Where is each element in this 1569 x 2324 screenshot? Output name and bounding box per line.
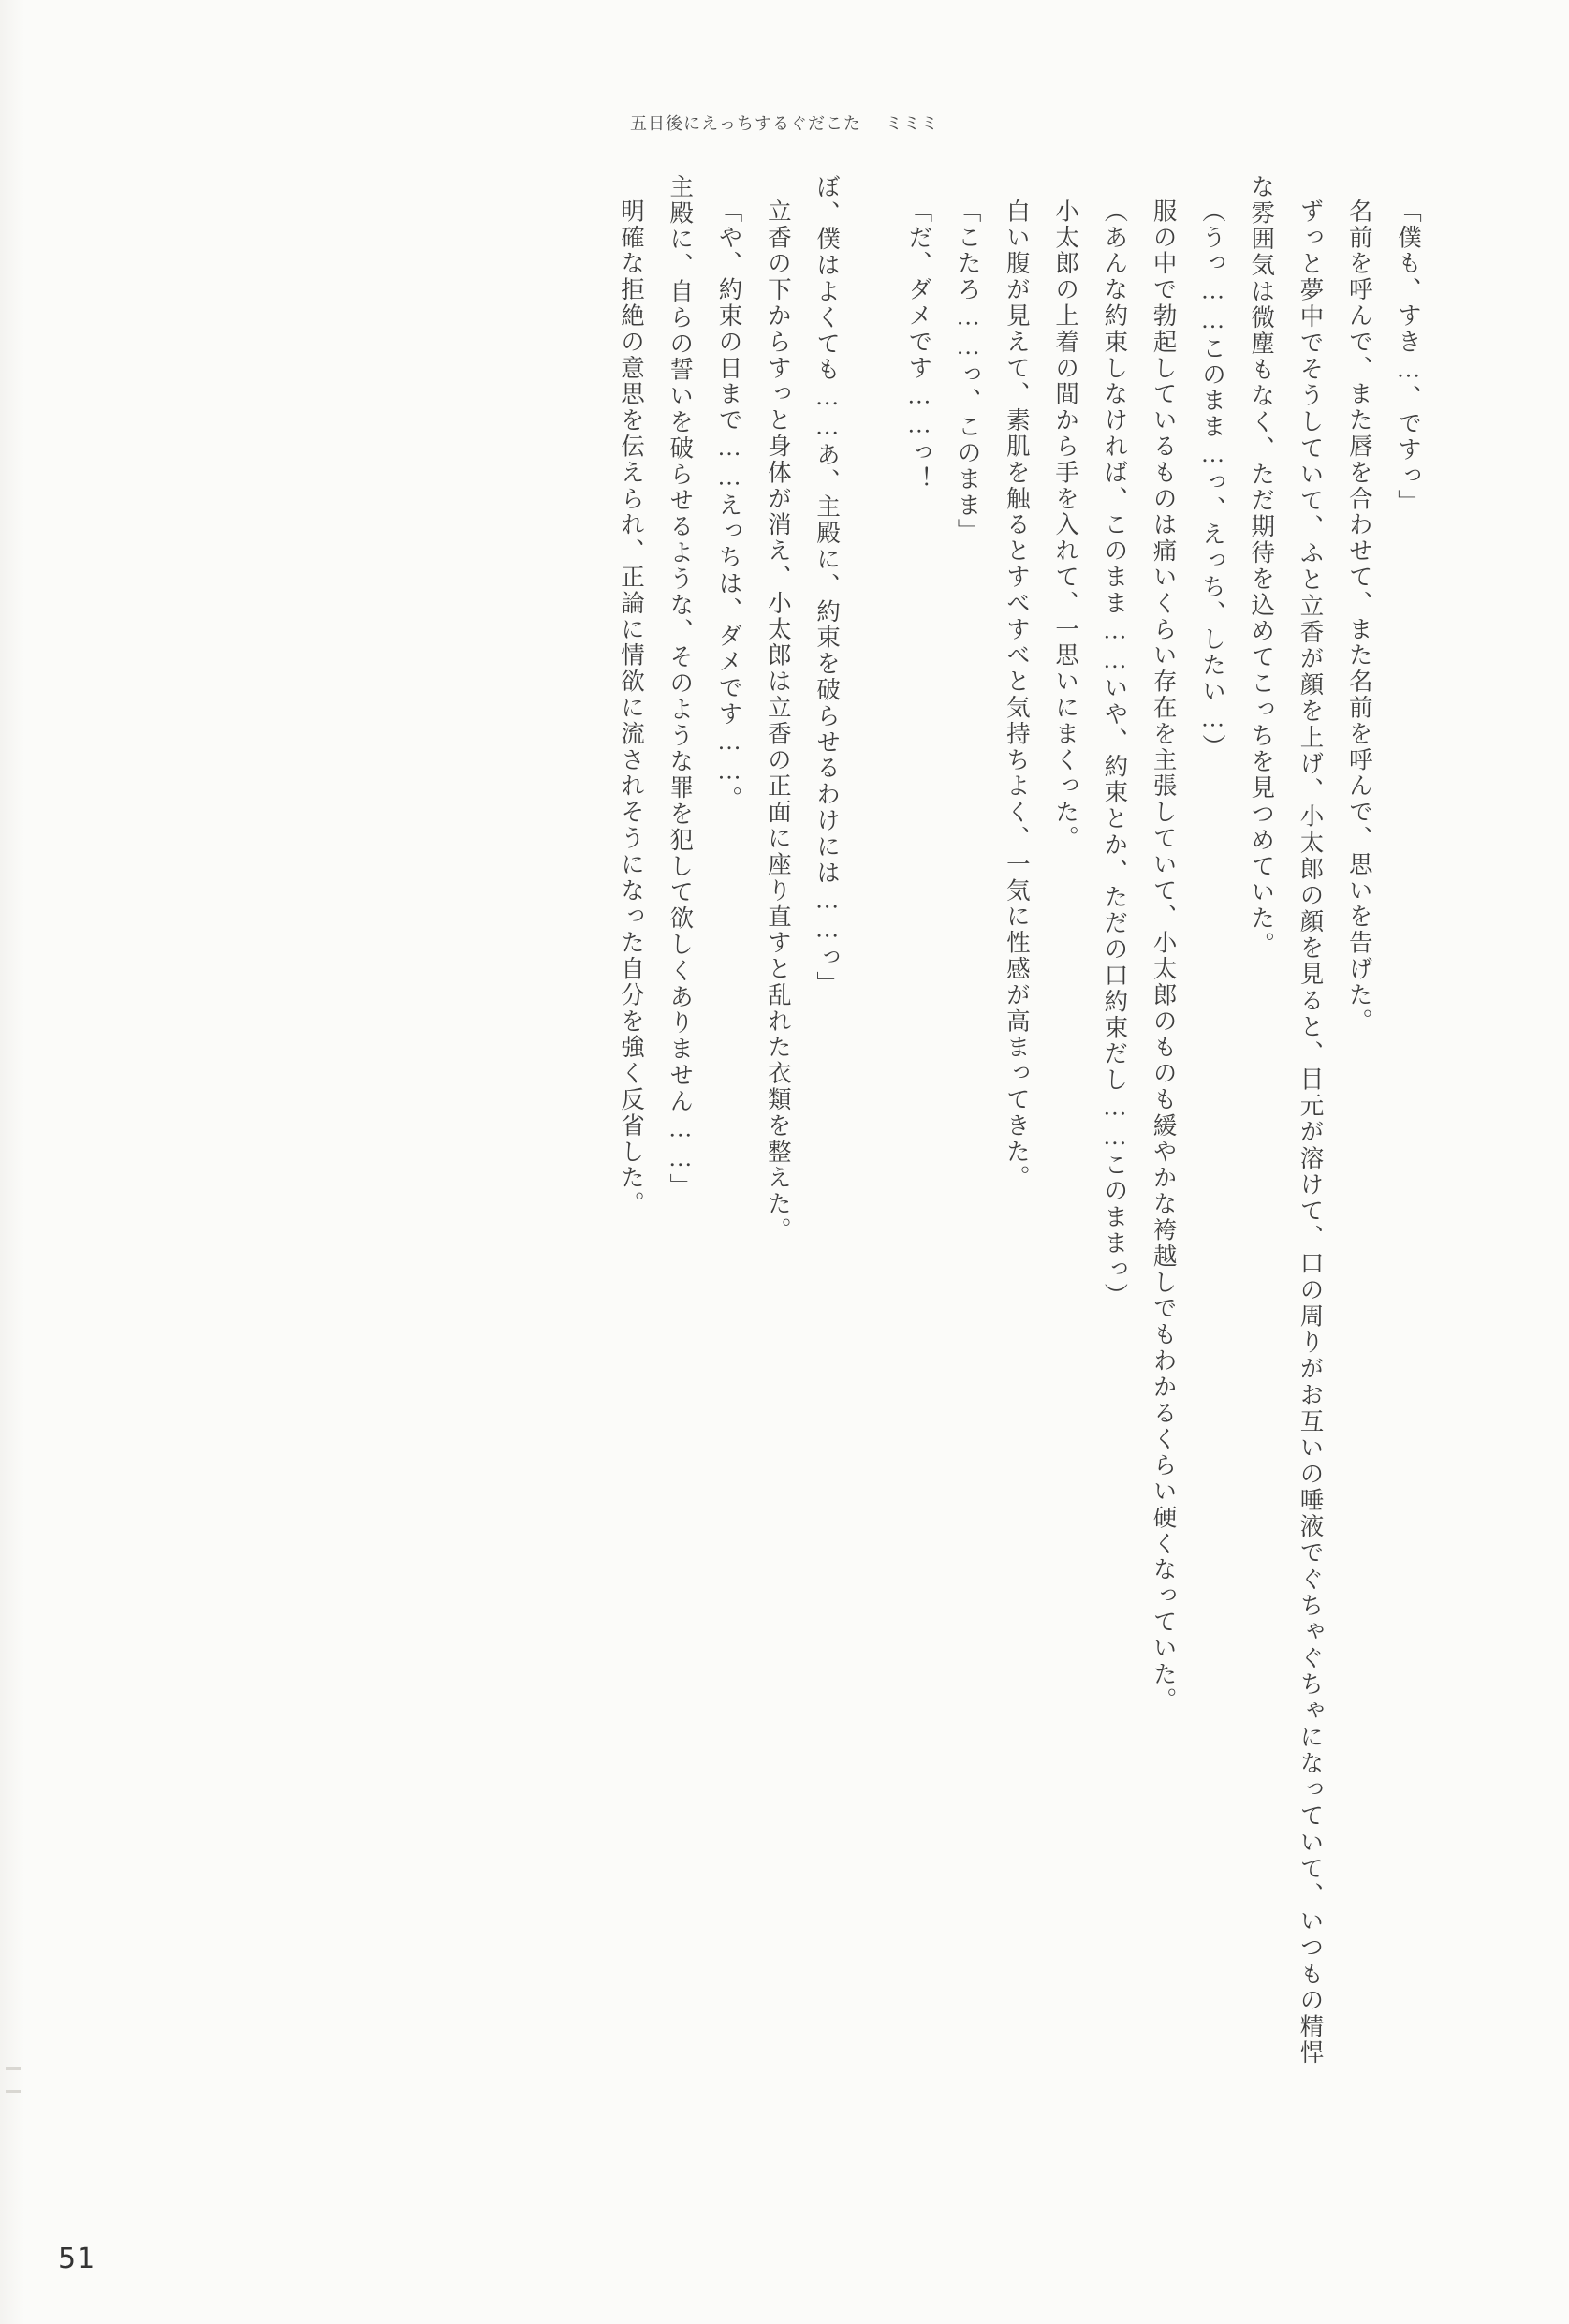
running-header-title: 五日後にえっちするぐだこた [630, 114, 861, 134]
scan-edge [0, 0, 24, 2324]
paragraph: （あんな約束しなければ、このまま……いや、約束とか、ただの口約束だし……このままっ） [1101, 198, 1129, 1309]
page-number: 51 [58, 2243, 96, 2275]
paragraph: 「僕も、すき…、ですっ」 [1395, 198, 1422, 515]
running-header [0, 110, 1569, 135]
paragraph: 「こたろ……っ、このまま」 [954, 198, 982, 545]
paragraph: 白い腹が見えて、素肌を触るとすべすべと気持ちよく、一気に性感が高まってきた。 [1003, 198, 1031, 1191]
paragraph: 「だ、ダメです……っ！ [905, 198, 933, 493]
paragraph: 名前を呼んで、また唇を合わせて、また名前を呼んで、思いを告げた。 [1345, 198, 1373, 1035]
paragraph: 小太郎の上着の間から手を入れて、一思いにまくった。 [1052, 198, 1080, 851]
scan-artifact [6, 2090, 21, 2093]
body-text [159, 174, 1432, 2066]
running-header-author: ミミミ [886, 114, 939, 134]
paragraph: （うっ……このまま…っ、えっち、したい…） [1198, 198, 1226, 760]
paragraph: 服の中で勃起しているものは痛いくらい存在を主張していて、小太郎のものも緩やかな袴越しでもわかるくらい硬くなっていた。 [1150, 198, 1178, 1714]
paragraph: 明確な拒絶の意思を伝えられ、正論に情欲に流されそうになった自分を強く反省した。 [618, 198, 646, 1217]
paragraph: 立香の下からすっと身体が消え、小太郎は立香の正面に座り直すと乱れた衣類を整えた。 [764, 198, 792, 1243]
scan-artifact [6, 2067, 21, 2070]
paragraph: 主殿に、自らの誓いを破らせるような、そのような罪を犯して欲しくありません……」 [667, 174, 695, 1200]
paragraph: 「や、約束の日まで……えっちは、ダメです……。 [715, 198, 743, 813]
paragraph: ずっと夢中でそうしていて、ふと立香が顔を上げ、小太郎の顔を見ると、目元が溶けて、口の周りがお互いの唾液でぐちゃぐちゃになっていて、いつもの精悍な雰囲気は微塵もなく、ただ期待を込めてこっちを見つめていた。 [1248, 174, 1325, 2066]
paragraph: ぼ、僕はよくても……あ、主殿に、約束を破らせるわけには……っ」 [814, 174, 842, 997]
